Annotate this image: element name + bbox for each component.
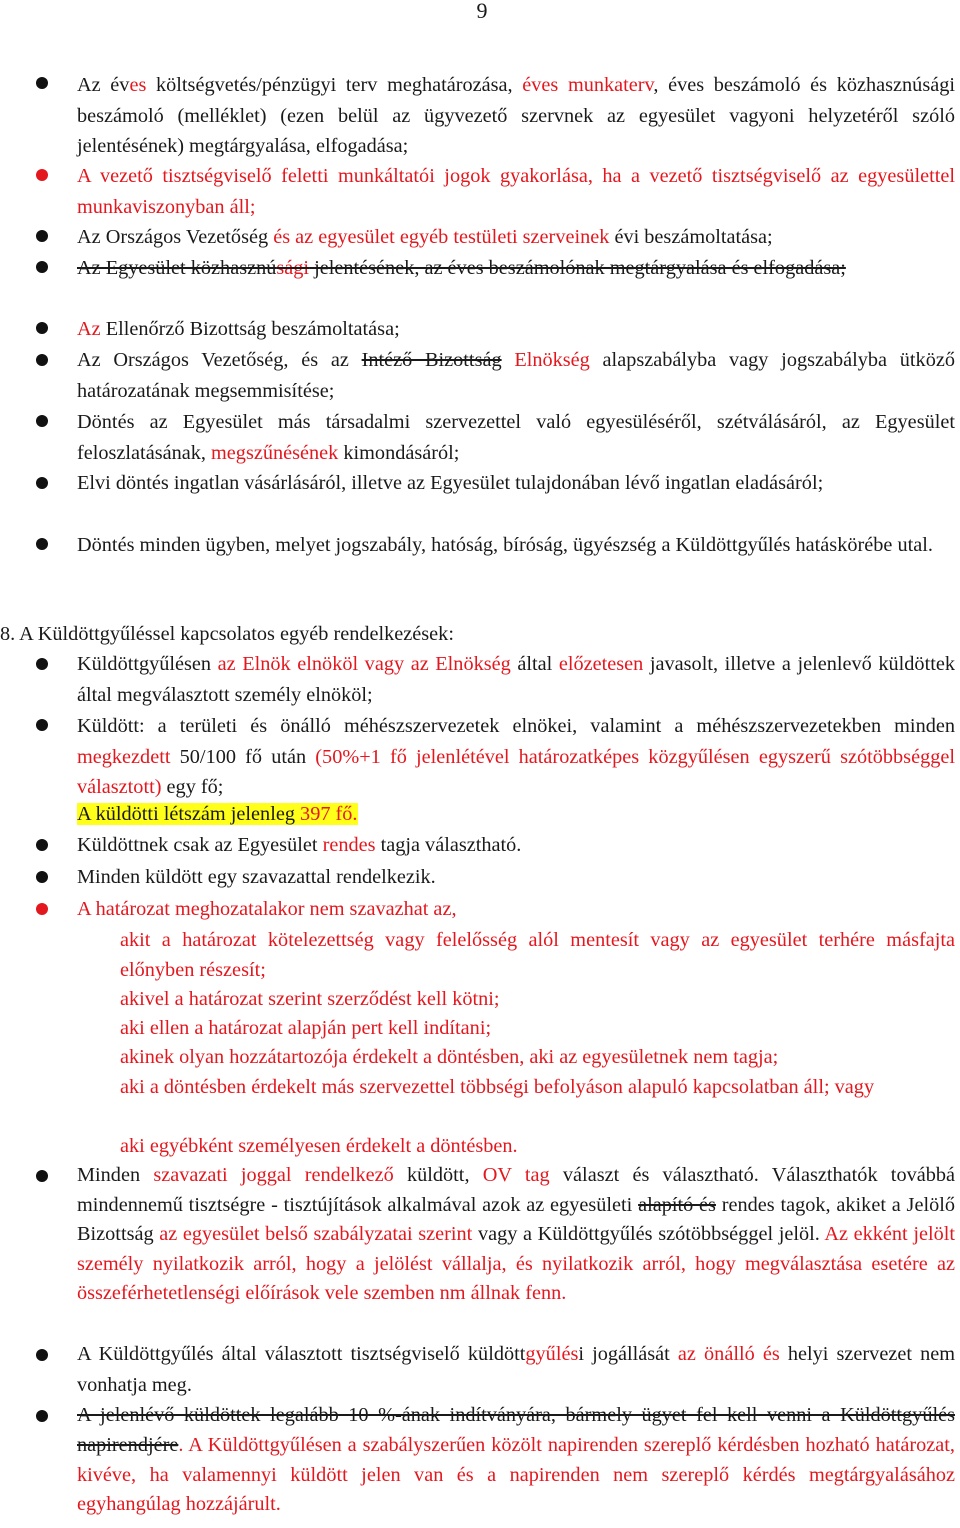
bullet-icon: [36, 658, 48, 670]
list-item-merger: Döntés az Egyesület más társadalmi szervezettel való egyesüléséről, szétválásáról, az Egyesület feloszlatásának, megszűnésének kimondásáról;: [77, 411, 955, 464]
list-item-other-matters: Döntés minden ügyben, melyet jogszabály, hatóság, bíróság, ügyészség a Küldöttgyűlés hatáskörébe utal.: [77, 534, 933, 556]
bullet-icon: [36, 477, 48, 489]
list-item-voting-exclusion: A határozat meghozatalakor nem szavazhat az,: [77, 898, 457, 920]
page-number: 9: [476, 0, 488, 23]
list-item-agenda: A jelenlévő küldöttek legalább 10 %-ának indítványára, bármely ügyet fel kell venni a Küldöttgyűlés napirendjére. A Küldöttgyűlésen a szabályszerűen közölt napirenden szereplő kérdésben hozható határozat, kivéve, ha valamennyi küldött jelen van és a napirenden nem szereplő kérdés megtárgyalásához egyhangúlag hozzájárult.: [77, 1404, 955, 1516]
list-item-eligibility: Küldöttnek csak az Egyesület rendes tagja választható.: [77, 834, 522, 856]
list-item-employer-rights: A vezető tisztségviselő feletti munkáltatói jogok gyakorlása, ha a vezető tisztségviselő az egyesülettel munkaviszonyban áll;: [77, 165, 955, 218]
bullet-icon: [36, 871, 48, 883]
list-item-delegate-definition: Küldött: a területi és önálló méhészszervezetek elnökei, valamint a méhészszervezetekben minden megkezdett 50/100 fő után (50%+1 fő jelenlétével határozatképes közgyűlésen egyszerű szótöbbséggel választott) egy fő;: [77, 715, 955, 798]
list-item-budget: Az éves költségvetés/pénzügyi terv meghatározása, éves munkaterv, éves beszámoló és közhasznúsági beszámoló (melléklet) (ezen belül az ügyvezető szervnek az egyesület vagyoni helyzetéről szóló jelentésének) megtárgyalása, elfogadása;: [77, 74, 955, 157]
exclusion-sub-4: akinek olyan hozzátartozója érdekelt a döntésben, aki az egyesületnek nem tagja;: [120, 1046, 779, 1068]
bullet-icon: [36, 1410, 48, 1422]
bullet-icon: [36, 538, 48, 550]
list-item-audit-board-report: Az Ellenőrző Bizottság beszámoltatása;: [77, 318, 400, 340]
bullet-icon: [36, 230, 48, 242]
bullet-icon: [36, 322, 48, 334]
exclusion-sub-2: akivel a határozat szerint szerződést kell kötni;: [120, 988, 500, 1010]
exclusion-sub-3: aki ellen a határozat alapján pert kell indítani;: [120, 1017, 492, 1039]
delegate-count-highlight: A küldötti létszám jelenleg 397 fő.: [77, 803, 358, 825]
bullet-icon: [36, 839, 48, 851]
bullet-icon: [36, 354, 48, 366]
list-item-annulment: Az Országos Vezetőség, és az Intéző Bizottság Elnökség alapszabályba vagy jogszabályba ütköző határozatának megsemmisítése;: [77, 349, 955, 402]
list-item-electability: Minden szavazati joggal rendelkező küldött, OV tag választ és választható. Választhatók továbbá mindennemű tisztségre - tisztújítások alkalmával azok az egyesületi alapító és rendes tagok, akiket a Jelölő Bizottság az egyesület belső szabályzatai szerint vagy a Küldöttgyűlés szótöbbséggel jelöl. Az ekként jelölt személy nyilatkozik arról, hogy a jelölést vállalja, és nyilatkozik arról, hogy megválasztása esetére az összeférhetetlenségi előírások vele szemben nm állnak fenn.: [77, 1164, 956, 1305]
bullet-icon: [36, 77, 48, 89]
bullet-icon: [36, 415, 48, 427]
list-item-public-benefit-report: Az Egyesület közhasznúsági jelentésének, az éves beszámolónak megtárgyalása és elfogadása;: [77, 257, 846, 279]
bullet-icon: [36, 903, 48, 915]
exclusion-sub-5: aki a döntésben érdekelt más szervezettel többségi befolyáson alapuló kapcsolatban áll; vagy: [120, 1076, 875, 1098]
section-heading: 8. A Küldöttgyűléssel kapcsolatos egyéb rendelkezések:: [0, 623, 454, 645]
exclusion-sub-6: aki egyébként személyesen érdekelt a döntésben.: [120, 1135, 518, 1157]
exclusion-sub-1: akit a határozat kötelezettség vagy felelősség alól mentesít vagy az egyesület terhére másfajta előnyben részesít;: [120, 929, 955, 981]
bullet-icon: [36, 1349, 48, 1361]
list-item-national-board-report: Az Országos Vezetőség és az egyesület egyéb testületi szerveinek évi beszámoltatása;: [77, 226, 773, 248]
list-item-legal-status: A Küldöttgyűlés által választott tisztségviselő küldöttgyűlési jogállását az önálló és helyi szervezet nem vonhatja meg.: [77, 1343, 955, 1396]
bullet-icon: [36, 261, 48, 273]
list-item-one-vote: Minden küldött egy szavazattal rendelkezik.: [77, 866, 436, 888]
bullet-icon: [36, 719, 48, 731]
list-item-chair: Küldöttgyűlésen az Elnök elnököl vagy az Elnökség által előzetesen javasolt, illetve a jelenlevő küldöttek által megválasztott személy elnököl;: [77, 653, 955, 706]
list-item-real-estate: Elvi döntés ingatlan vásárlásáról, illetve az Egyesület tulajdonában lévő ingatlan eladásáról;: [77, 472, 824, 494]
bullet-icon: [36, 1170, 48, 1182]
bullet-icon: [36, 169, 48, 181]
